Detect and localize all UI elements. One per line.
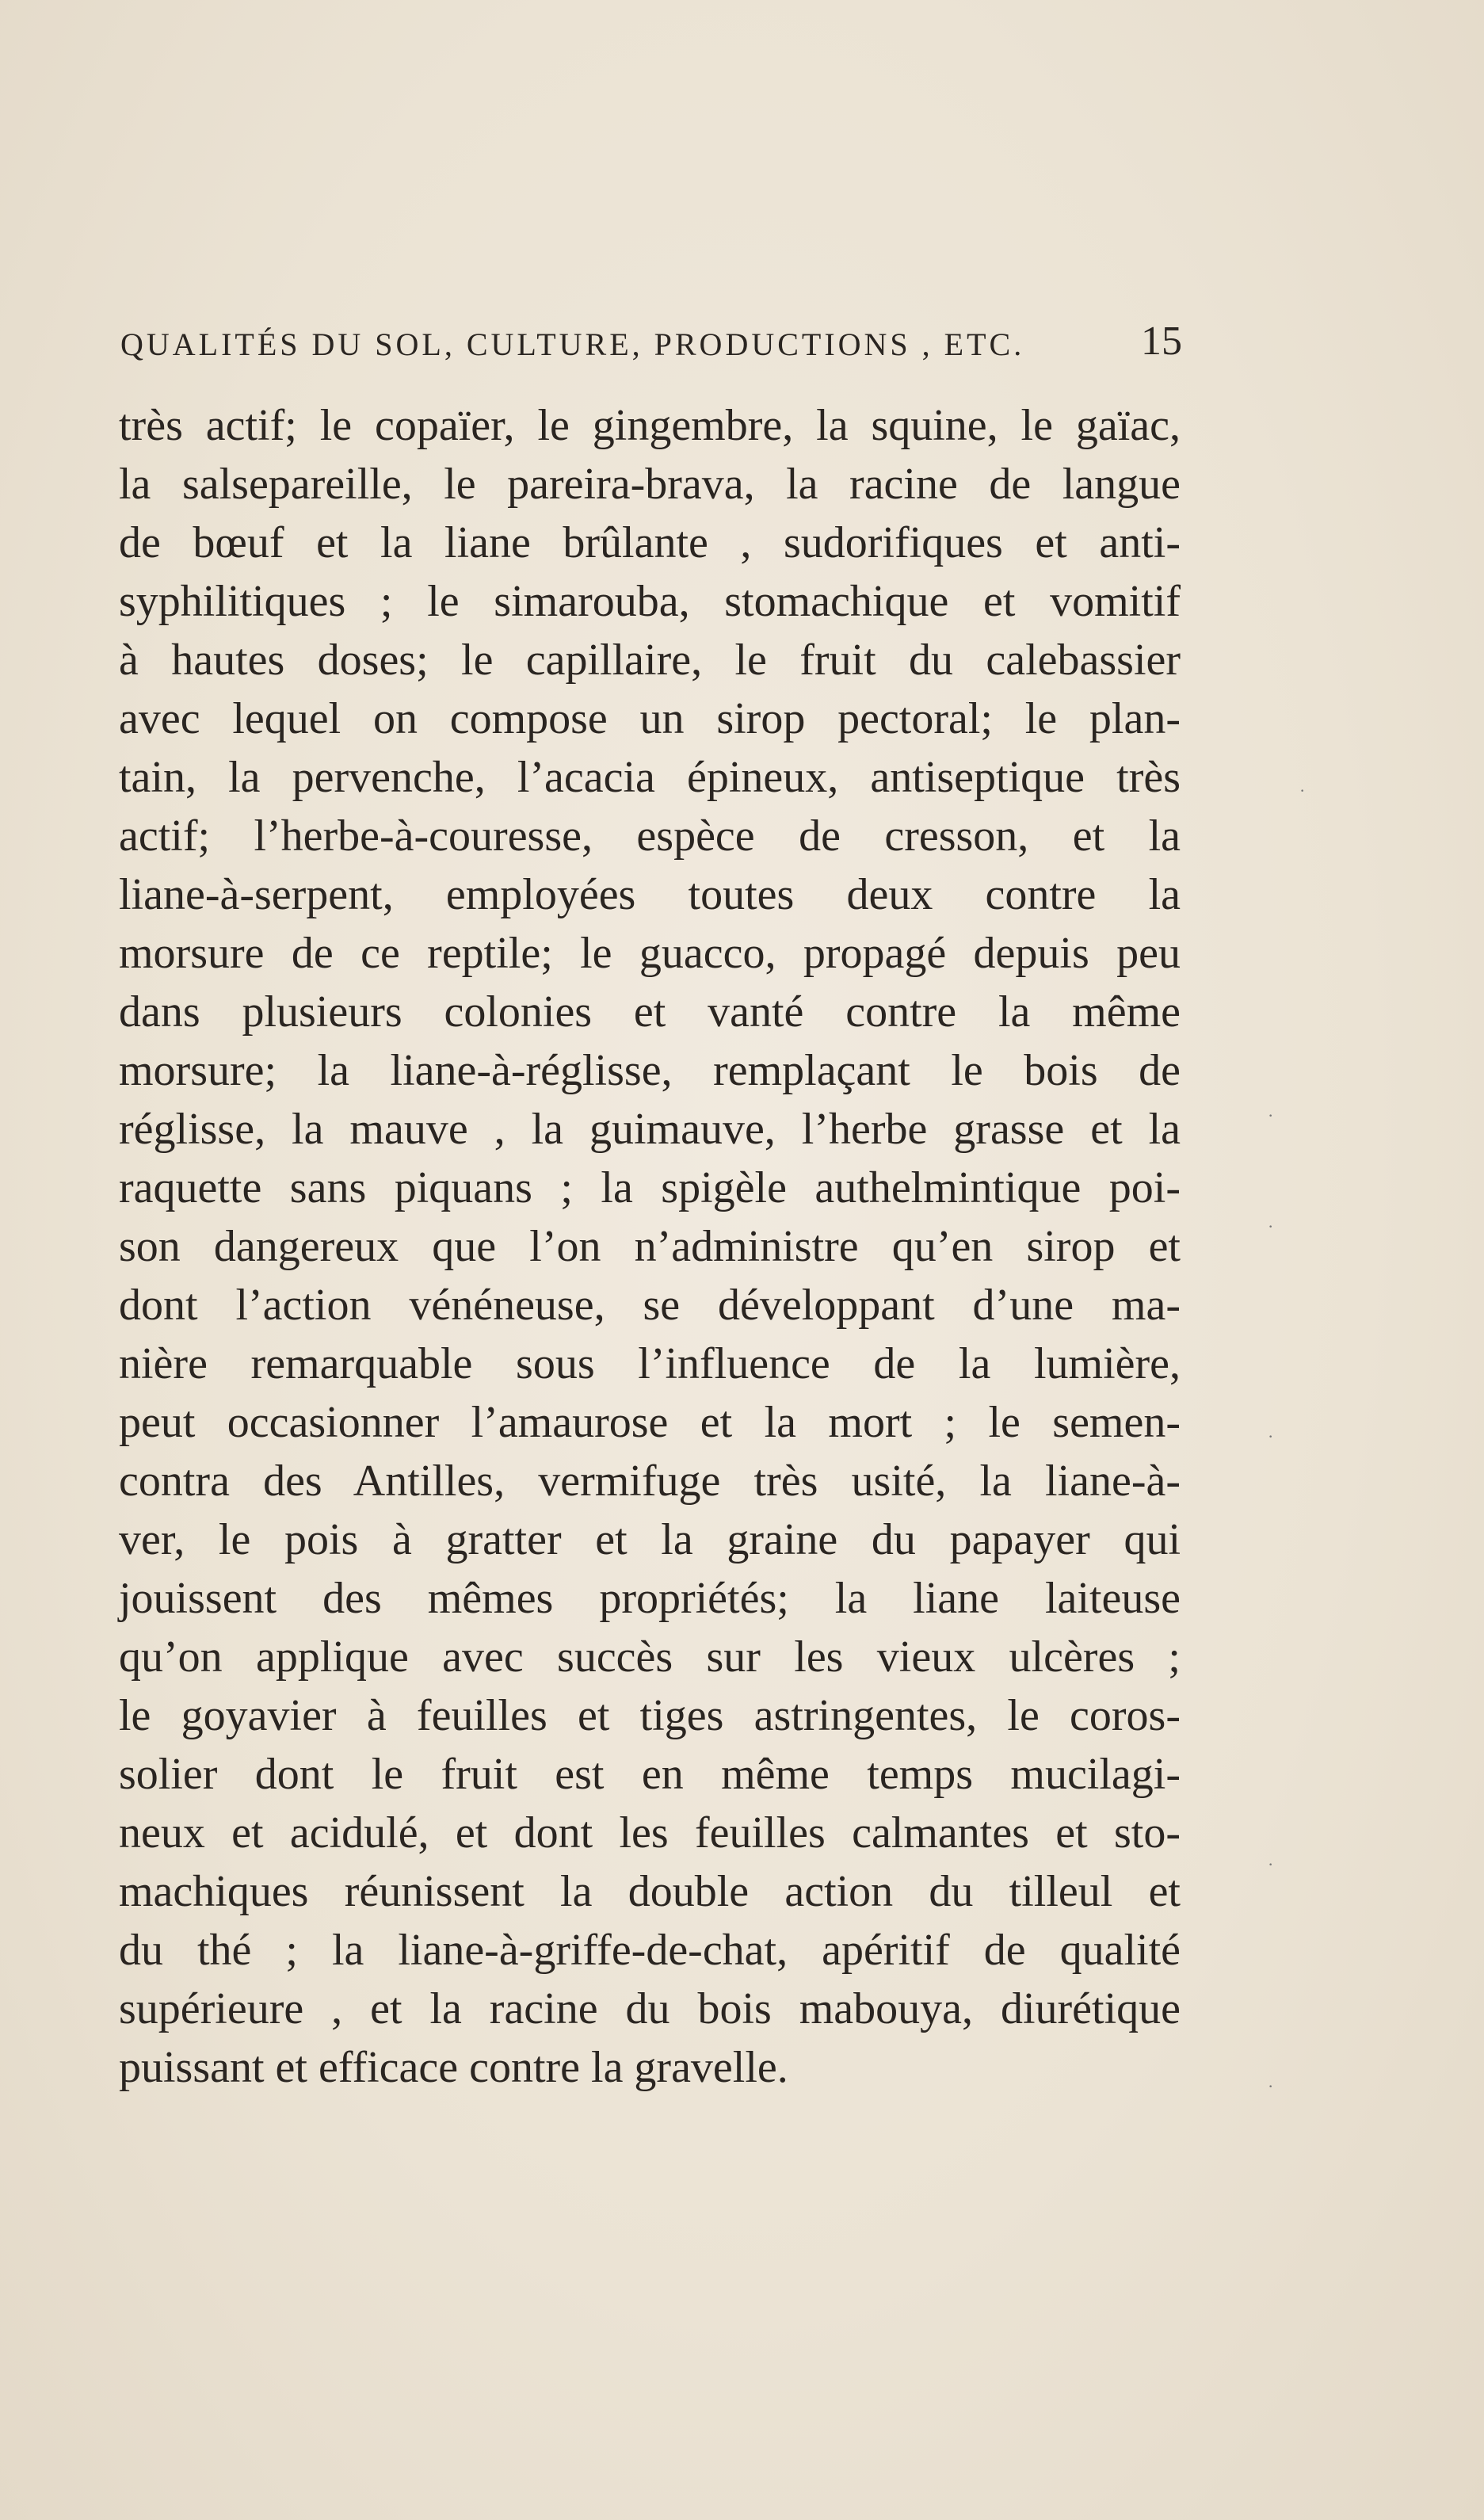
text-line: jouissent des mêmes propriétés; la liane laiteuse (119, 1574, 1181, 1623)
text-line: supérieure , et la racine du bois mabouya, diurétique (119, 1984, 1181, 2033)
running-header-title: QUALITÉS DU SOL, CULTURE, PRODUCTIONS , ETC. (120, 326, 1025, 362)
text-line: la salsepareille, le pareira-brava, la racine de langue (119, 460, 1181, 509)
text-line: à hautes doses; le capillaire, le fruit du calebassier (119, 636, 1181, 685)
text-line: raquette sans piquans ; la spigèle authelmintique poi- (119, 1163, 1181, 1212)
text-line: machiques réunissent la double action du tilleul et (119, 1867, 1181, 1916)
text-line: dont l’action vénéneuse, se développant d’une ma- (119, 1281, 1181, 1330)
text-line: solier dont le fruit est en même temps mucilagi- (119, 1750, 1181, 1799)
text-line: peut occasionner l’amaurose et la mort ; le semen- (119, 1398, 1181, 1447)
text-line: très actif; le copaïer, le gingembre, la squine, le gaïac, (119, 401, 1181, 450)
text-line: actif; l’herbe-à-couresse, espèce de cresson, et la (119, 811, 1181, 861)
text-line: dans plusieurs colonies et vanté contre la même (119, 987, 1181, 1037)
text-line: neux et acidulé, et dont les feuilles calmantes et sto- (119, 1808, 1181, 1858)
text-line: morsure; la liane-à-réglisse, remplaçant le bois de (119, 1046, 1181, 1095)
text-line: ver, le pois à gratter et la graine du papayer qui (119, 1515, 1181, 1564)
text-line: tain, la pervenche, l’acacia épineux, antiseptique très (119, 753, 1181, 802)
text-line: qu’on applique avec succès sur les vieux ulcères ; (119, 1632, 1181, 1682)
margin-speck: · (1268, 1105, 1274, 1125)
text-line: de bœuf et la liane brûlante , sudorifiques et anti- (119, 518, 1181, 567)
text-line: nière remarquable sous l’influence de la lumière, (119, 1339, 1181, 1388)
margin-speck: · (1268, 1426, 1274, 1446)
text-line: puissant et efficace contre la gravelle. (119, 2043, 788, 2092)
running-header (120, 317, 1182, 372)
text-line: morsure de ce reptile; le guacco, propagé depuis peu (119, 929, 1181, 978)
page-number: 15 (1141, 319, 1182, 364)
text-line: avec lequel on compose un sirop pectoral; le plan- (119, 694, 1181, 743)
margin-speck: · (1268, 2076, 1274, 2096)
margin-speck: · (1299, 781, 1306, 800)
text-line: le goyavier à feuilles et tiges astringentes, le coros- (119, 1691, 1181, 1740)
margin-speck: · (1268, 1854, 1274, 1874)
text-line: syphilitiques ; le simarouba, stomachique et vomitif (119, 577, 1181, 626)
text-line: du thé ; la liane-à-griffe-de-chat, apéritif de qualité (119, 1926, 1181, 1975)
text-line: liane-à-serpent, employées toutes deux contre la (119, 870, 1181, 919)
text-line: réglisse, la mauve , la guimauve, l’herbe grasse et la (119, 1105, 1181, 1154)
text-line: contra des Antilles, vermifuge très usité, la liane-à- (119, 1457, 1181, 1506)
margin-speck: · (1268, 1216, 1274, 1236)
text-line: son dangereux que l’on n’administre qu’en sirop et (119, 1222, 1181, 1271)
